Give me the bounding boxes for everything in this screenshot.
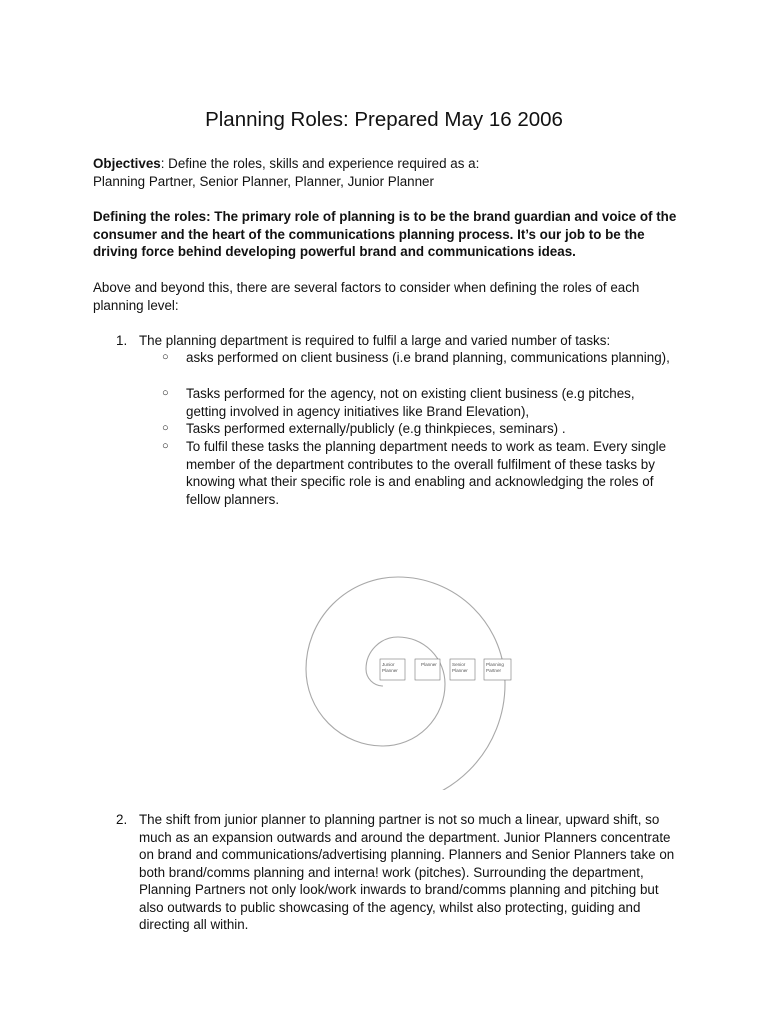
role-box-label: Planner xyxy=(452,668,468,673)
objectives-text: : Define the roles, skills and experience required as a: xyxy=(160,156,480,171)
role-box xyxy=(450,659,475,680)
list-number-1: 1. xyxy=(116,333,128,348)
bullet-glyph: ○ xyxy=(162,387,169,399)
bullet-item-3: Tasks performed externally/publicly (e.g thinkpieces, seminars) . xyxy=(186,421,566,436)
bullet-glyph: ○ xyxy=(162,351,169,363)
list-item-2-text: The shift from junior planner to planning partner is not so much a linear, upward shift, so much as an expansion outwards and around the department. Junior Planners concentrate on brand and communications/advertising planning. Planners and Senior Planners take on both brand/comms planning and interna! work (pitches). Surrounding the department, Planning Partners not only look/work inwards to brand/comms planning and pitching but also outwards to public showcasing of the agency, whilst also protecting, guiding and directing all within. xyxy=(139,812,675,932)
page-title: Planning Roles: Prepared May 16 2006 xyxy=(205,108,563,131)
list-number-2: 2. xyxy=(116,812,128,827)
role-box xyxy=(484,659,511,680)
role-box xyxy=(415,659,440,680)
role-box-label: Planner xyxy=(421,662,437,667)
role-box-label: Planner xyxy=(382,668,398,673)
bullet-item-1: asks performed on client business (i.e brand planning, communications planning), xyxy=(186,350,670,365)
list-item-1-text: The planning department is required to fulfil a large and varied number of tasks: xyxy=(139,333,611,348)
objectives-roles-line: Planning Partner, Senior Planner, Planner, Junior Planner xyxy=(93,173,434,189)
role-box-label: Junior xyxy=(382,662,395,667)
defining-roles-paragraph: Defining the roles: The primary role of planning is to be the brand guardian and voice of the consumer and the heart of the communications planning process. It’s our job to be the driving force behind developing powerful brand and communications ideas. xyxy=(93,209,677,259)
bullet-item-4: To fulfil these tasks the planning department needs to work as team. Every single member of the department contributes to the overall fulfilment of these tasks by knowing what their specific role is and enabling and acknowledging the roles of fellow planners. xyxy=(186,439,667,507)
role-box xyxy=(380,659,405,680)
intro-paragraph: Above and beyond this, there are several factors to consider when defining the roles of each planning level: xyxy=(93,280,640,313)
role-box-label: Planning xyxy=(486,662,504,667)
spiral-diagram xyxy=(246,528,522,790)
role-box-label: Partner xyxy=(486,668,502,673)
bullet-glyph: ○ xyxy=(162,440,169,452)
spiral-line xyxy=(306,577,505,790)
bullet-glyph: ○ xyxy=(162,422,169,434)
bullet-item-2: Tasks performed for the agency, not on existing client business (e.g pitches, getting involved in agency initiatives like Brand Elevation), xyxy=(186,386,635,419)
role-box-label: Senior xyxy=(452,662,466,667)
objectives-label: Objectives xyxy=(93,156,161,171)
spiral-diagram-svg xyxy=(246,528,522,790)
objectives-paragraph xyxy=(93,155,683,190)
